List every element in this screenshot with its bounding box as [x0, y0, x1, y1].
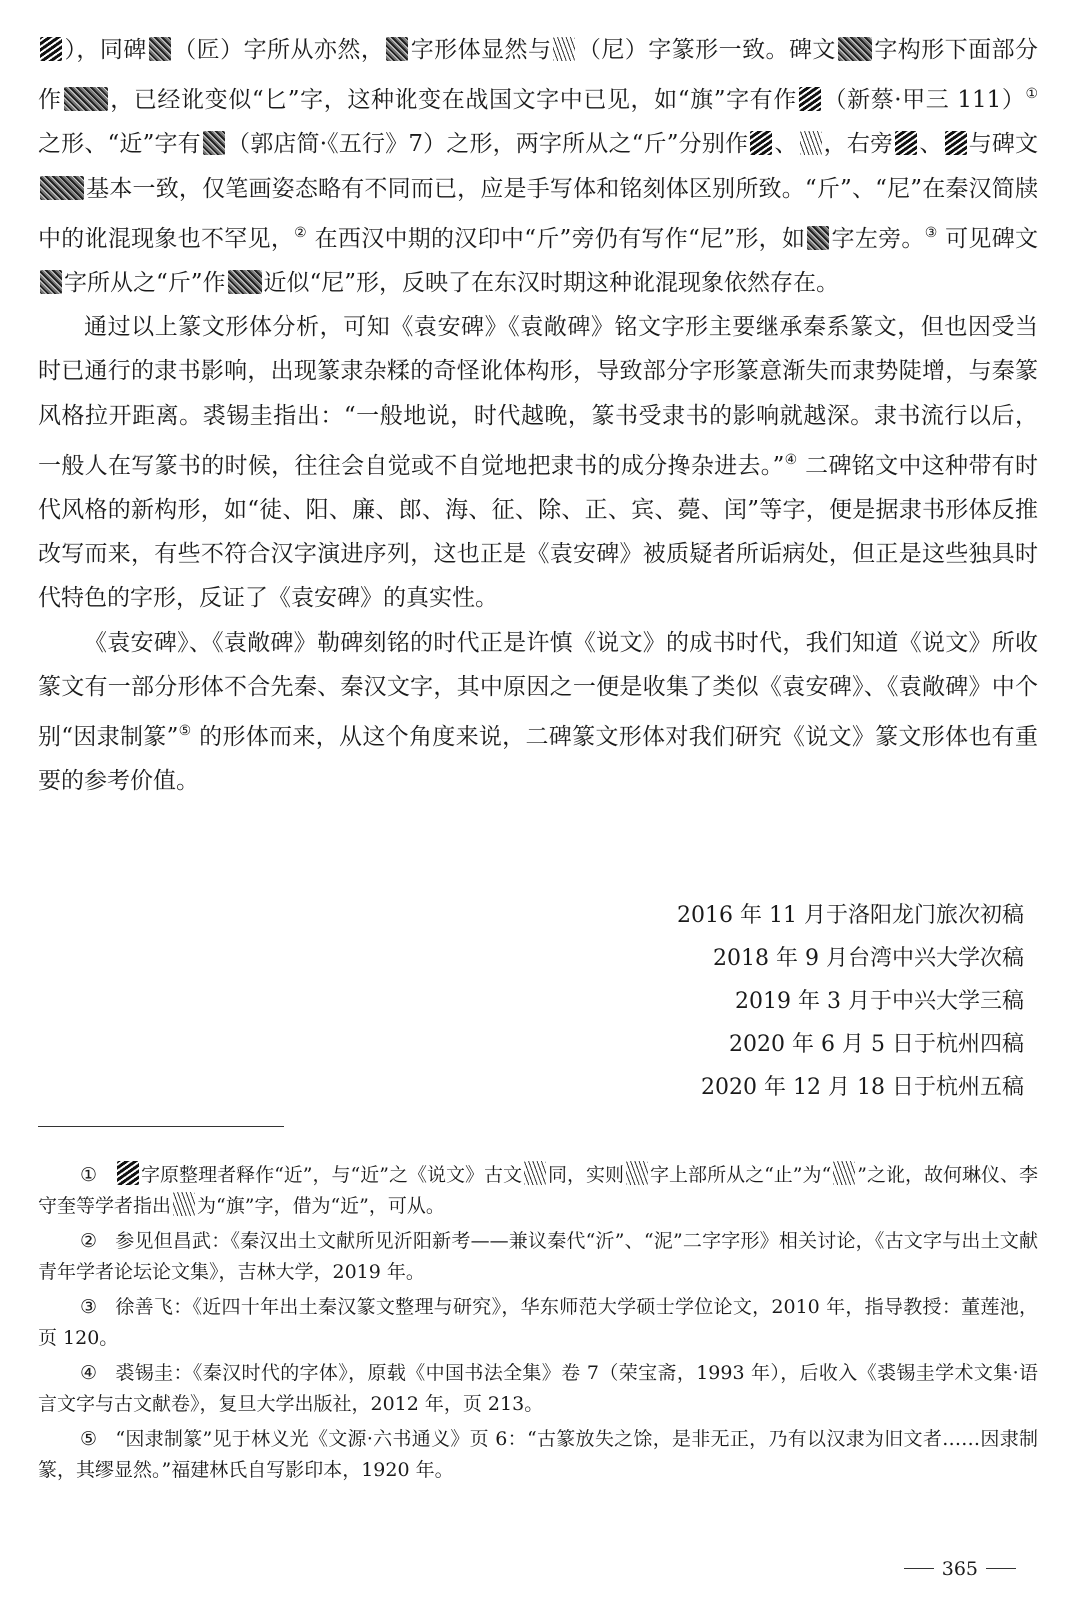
text-run: 、: [774, 131, 798, 158]
footnote-item: [38, 1226, 1038, 1288]
page-number: [896, 1558, 1024, 1580]
footnote-item: [38, 1160, 1038, 1222]
footnote-ref: ①: [1025, 86, 1038, 103]
text-run: 通过以上篆文形体分析，可知《袁安碑》《袁敞碑》铭文字形主要继承秦系篆文，但也因受当时已通行的隶书影响，出现篆隶杂糅的奇怪讹体构形，导致部分字形篆意渐失而隶势陡增，与秦篆风格拉开距离。裘锡圭指出：“一般地说，时代越晚，篆书受隶书的影响就越深。隶书流行以后，一般人在写篆书的时候，往往会自觉或不自觉地把隶书的成分搀杂进去。”: [38, 314, 1038, 479]
text-run: 《袁安碑》、《袁敞碑》勒碑刻铭的时代正是许慎《说文》的成书时代，我们知道《说文》所收篆文有一部分形体不合先秦、秦汉文字，其中原因之一便是收集了类似《袁安碑》、《袁敞碑》中个别“因隶制篆”: [38, 629, 1038, 751]
rubbing-char-glyph: [40, 176, 84, 200]
page-number-dash-right: [986, 1568, 1016, 1569]
text-run: 为“旗”字，借为“近”，可从。: [197, 1195, 445, 1217]
text-run: ，已经讹变似“匕”字，这种讹变在战国文字中已见，如“旗”字有作: [109, 87, 797, 114]
rubbing-char-glyph: [228, 270, 262, 294]
bamboo-slip-char-glyph: [895, 131, 917, 155]
draft-dates-signature: [677, 894, 1024, 1109]
rubbing-char-glyph: [386, 37, 408, 61]
ancient-char-glyph: [833, 1161, 855, 1185]
page-number-value: 365: [941, 1558, 978, 1580]
rubbing-char-glyph: [40, 270, 62, 294]
text-run: 同，实则: [548, 1164, 625, 1186]
footnote-number: ①: [80, 1164, 98, 1186]
text-run: 可见碑文: [937, 225, 1038, 252]
paragraph: [38, 28, 1038, 305]
bamboo-slip-char-glyph: [800, 131, 822, 155]
text-run: 、: [919, 131, 943, 158]
bamboo-slip-char-glyph: [117, 1161, 139, 1185]
text-run: 字上部所从之“止”为“: [650, 1164, 832, 1186]
text-run: 字左旁。: [831, 225, 925, 252]
rubbing-char-glyph: [149, 37, 171, 61]
footnote-item: [38, 1292, 1038, 1354]
text-run: （新蔡·甲三 111）: [822, 87, 1026, 114]
rubbing-char-glyph: [838, 37, 872, 61]
ancient-char-glyph: [173, 1192, 195, 1216]
page-number-dash-left: [904, 1568, 934, 1569]
footnote-number: ②: [80, 1230, 98, 1252]
draft-date-line: 2018 年 9 月台湾中兴大学次稿: [713, 946, 1024, 971]
ancient-char-glyph: [524, 1161, 546, 1185]
draft-date-line: 2016 年 11 月于洛阳龙门旅次初稿: [677, 903, 1024, 928]
text-run: （郭店简·《五行》7）之形，两字所从之“斤”分别作: [226, 131, 749, 158]
bamboo-slip-char-glyph: [750, 131, 772, 155]
text-run: 裘锡圭：《秦汉时代的字体》，原载《中国书法全集》卷 7（荣宝斋，1993 年），后收入《裘锡圭学术文集·语言文字与古文献卷》，复旦大学出版社，2012 年，页 213。: [38, 1362, 1038, 1415]
footnote-number: ⑤: [80, 1428, 98, 1450]
draft-date-line: 2019 年 3 月于中兴大学三稿: [735, 989, 1024, 1014]
text-run: 近似“尼”形，反映了在东汉时期这种讹混现象依然存在。: [263, 270, 840, 297]
bamboo-slip-char-glyph: [203, 131, 225, 155]
footnote-number: ④: [80, 1362, 98, 1384]
text-run: ”之讹，故何琳仪、李守奎等学者指出: [38, 1164, 1039, 1217]
rubbing-char-glyph: [64, 87, 108, 111]
main-body-text: [38, 28, 1038, 803]
text-run: 字形体显然与: [410, 37, 552, 63]
text-run: 二碑铭文中这种带有时代风格的新构形，如“徒、阳、廉、郎、海、征、除、正、宾、薨、闰”等字，便是据隶书形体反推改写而来，有些不符合汉字演进序列，这也正是《袁安碑》被质疑者所诟病处，但正是这些独具时代特色的字形，反证了《袁安碑》的真实性。: [38, 452, 1038, 612]
draft-date-line: 2020 年 12 月 18 日于杭州五稿: [701, 1075, 1024, 1100]
footnote-ref: ②: [294, 224, 308, 241]
text-run: 基本一致，仅笔画姿态略有不同而已，应是手写体和铭刻体区别所致。“斤”、“尼”在秦汉简牍中的讹混现象也不罕见，: [38, 175, 1038, 252]
ancient-char-glyph: [626, 1161, 648, 1185]
bamboo-slip-char-glyph: [799, 87, 821, 111]
text-run: 字构形下面部分作: [38, 37, 1039, 114]
text-run: 徐善飞：《近四十年出土秦汉篆文整理与研究》，华东师范大学硕士学位论文，2010 年，指导教授：董莲池，页 120。: [38, 1296, 1038, 1349]
footnote-divider: [38, 1126, 284, 1127]
text-run: 的形体而来，从这个角度来说，二碑篆文形体对我们研究《说文》篆文形体也有重要的参考价值。: [38, 724, 1038, 795]
text-run: ，右旁: [823, 131, 894, 158]
text-run: （匠）字所从亦然，: [172, 37, 385, 63]
text-run: 字原整理者释作“近”，与“近”之《说文》古文: [141, 1164, 523, 1186]
paragraph: [38, 305, 1038, 620]
footnote-item: [38, 1424, 1038, 1486]
text-run: 参见但昌武：《秦汉出土文献所见沂阳新考——兼议秦代“沂”、“泥”二字字形》相关讨论，《古文字与出土文献青年学者论坛论文集》，吉林大学，2019 年。: [38, 1230, 1038, 1283]
seal-char-glyph: [40, 37, 62, 61]
footnote-number: ③: [80, 1296, 98, 1318]
paragraph: [38, 621, 1038, 804]
seal-char-glyph: [553, 37, 575, 61]
bamboo-slip-char-glyph: [945, 131, 967, 155]
text-run: （尼）字篆形一致。碑文: [577, 37, 836, 63]
text-run: 字所从之“斤”作: [64, 270, 226, 297]
text-run: 之形、“近”字有: [38, 131, 201, 158]
text-run: 与碑文: [968, 131, 1039, 158]
footnotes: [38, 1160, 1038, 1490]
seal-impression-glyph: [807, 226, 829, 250]
footnote-ref: ⑤: [178, 723, 192, 740]
text-run: “因隶制篆”见于林义光《文源·六书通义》页 6：“古篆放失之馀，是非无正，乃有以汉隶为旧文者……因隶制篆，其缪显然。”福建林氏自写影印本，1920 年。: [38, 1428, 1038, 1481]
draft-date-line: 2020 年 6 月 5 日于杭州四稿: [729, 1032, 1024, 1057]
text-run: ），同碑: [64, 37, 147, 63]
footnote-ref: ④: [784, 451, 798, 468]
footnote-ref: ③: [924, 224, 938, 241]
footnote-item: [38, 1358, 1038, 1420]
text-run: 在西汉中期的汉印中“斤”旁仍有写作“尼”形，如: [307, 225, 806, 252]
